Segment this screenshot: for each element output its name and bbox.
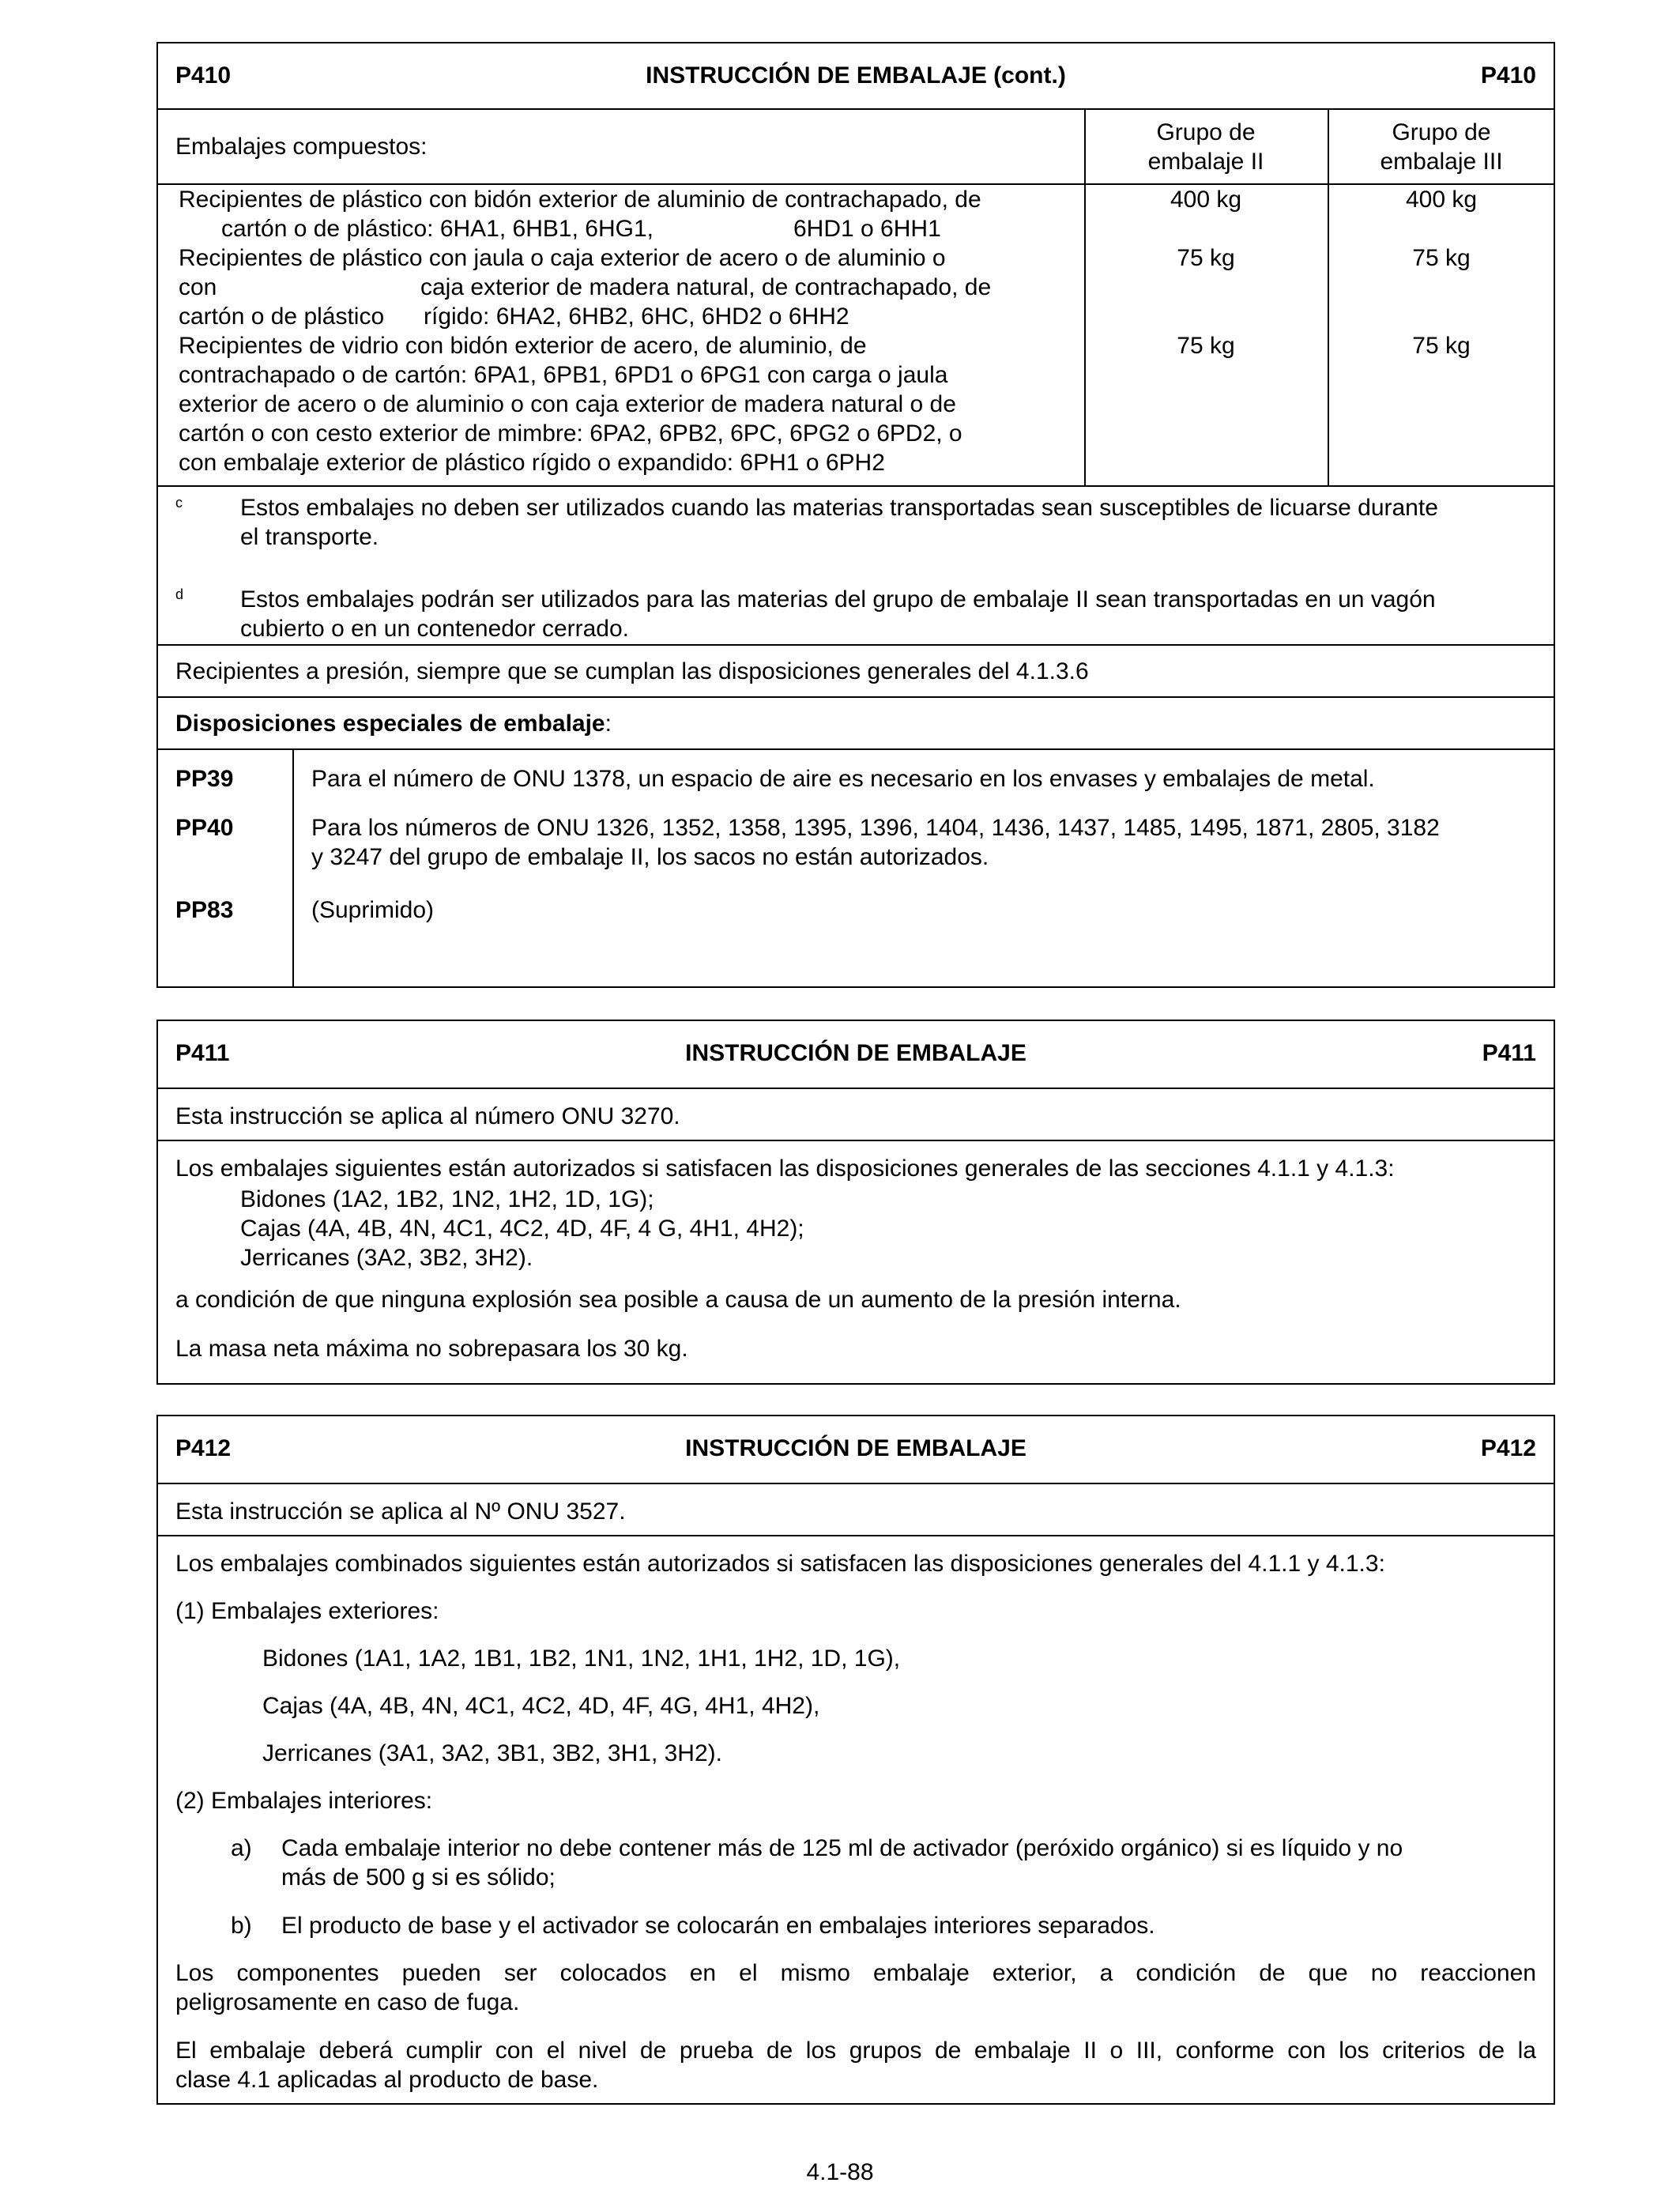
p411-item-jerricans: Jerricanes (3A2, 3B2, 3H2). [240,1245,533,1271]
p412-level-line1: El embalaje deberá cumplir con el nivel de prueba de los grupos de embalaje II o III, conforme con los criterios de la [175,2038,1536,2064]
row2-line1: Recipientes de plástico con jaula o caja exterior de acero o de aluminio o [179,245,946,271]
footnote-d-line1: Estos embalajes podrán ser utilizados para las materias del grupo de embalaje II sean transportadas en un vagón [240,586,1436,613]
p411-code-right: P411 [1482,1040,1536,1066]
composite-table-header [158,108,1554,183]
p411-item-boxes: Cajas (4A, 4B, 4N, 4C1, 4C2, 4D, 4F, 4 G, 4H1, 4H2); [240,1216,804,1242]
row2-group-ii: 75 kg [1177,245,1235,271]
row2-line4: cartón o de plástico [179,303,385,330]
p410-header [158,43,1554,108]
p412-outer-drums: Bidones (1A1, 1A2, 1B1, 1B2, 1N1, 1N2, 1H1, 1H2, 1D, 1G), [262,1646,901,1672]
special-provisions-table [158,748,1554,986]
p412-outer-jerricans: Jerricanes (3A1, 3A2, 3B1, 3B2, 3H1, 3H2). [262,1740,722,1766]
footnote-c-line1: Estos embalajes no deben ser utilizados cuando las materias transportadas sean susceptibles de licuarse durante [240,495,1438,521]
p411-applies: Esta instrucción se aplica al número ONU 3270. [175,1103,680,1129]
p412-inner-a-line1: Cada embalaje interior no debe contener más de 125 ml de activador (peróxido orgánico) si es líquido y no [281,1835,1403,1861]
p411-condition: a condición de que ninguna explosión sea posible a causa de un aumento de la presión interna. [175,1287,1181,1313]
row3-line3: exterior de acero o de aluminio o con caja exterior de madera natural o de [179,391,956,417]
p410-code-right: P410 [1480,62,1536,89]
p411-title: INSTRUCCIÓN DE EMBALAJE [685,1040,1026,1066]
pp83-text: (Suprimido) [311,897,435,923]
row2-line2: con [179,274,217,300]
p412-components-line2: peligrosamente en caso de fuga. [175,1989,520,2015]
p410-title: INSTRUCCIÓN DE EMBALAJE (cont.) [646,62,1066,89]
p412-code-right: P412 [1480,1435,1536,1461]
p412-body [158,1535,1554,2103]
pressure-receptacles-text: Recipientes a presión, siempre que se cumplan las disposiciones generales del 4.1.3.6 [175,658,1089,684]
row3-group-ii: 75 kg [1177,333,1235,359]
row1-line3: 6HD1 o 6HH1 [793,216,941,242]
p412-inner-b-mark: b) [231,1913,252,1939]
p412-outer-title: (1) Embalajes exteriores: [175,1598,439,1624]
row2-line5: rígido: 6HA2, 6HB2, 6HC, 6HD2 o 6HH2 [424,303,849,330]
pp39-text: Para el número de ONU 1378, un espacio de aire es necesario en los envases y embalajes de metal. [311,766,1375,792]
p412-inner-b-line1: El producto de base y el activador se colocarán en embalajes interiores separados. [281,1913,1155,1939]
row3-group-iii: 75 kg [1412,333,1471,359]
group-ii-header: Grupo de embalaje II [1147,119,1264,175]
footnote-c-mark: c [175,495,183,511]
p412-title: INSTRUCCIÓN DE EMBALAJE [685,1435,1026,1461]
p412-outer-boxes: Cajas (4A, 4B, 4N, 4C1, 4C2, 4D, 4F, 4G, 4H1, 4H2), [262,1693,820,1719]
pp40-code: PP40 [175,815,234,841]
row2-line3: caja exterior de madera natural, de contrachapado, de [420,274,992,300]
row2-group-iii: 75 kg [1412,245,1471,271]
p412-box [156,1415,1555,2105]
p412-inner-title: (2) Embalajes interiores: [175,1788,433,1814]
pp83-code: PP83 [175,897,234,923]
footnote-d-line2: cubierto o en un contenedor cerrado. [240,616,629,642]
p410-footnotes [158,485,1554,644]
p412-header [158,1416,1554,1483]
composite-label: Embalajes compuestos: [175,134,428,160]
row1-line2: cartón o de plástico: 6HA1, 6HB1, 6HG1, [221,216,654,242]
p411-body [158,1140,1554,1383]
row1-group-ii: 400 kg [1170,187,1242,213]
p411-item-drums: Bidones (1A2, 1B2, 1N2, 1H2, 1D, 1G); [240,1186,654,1212]
row1-group-iii: 400 kg [1405,187,1478,213]
pp39-code: PP39 [175,766,234,792]
special-provisions-title-row [158,696,1554,748]
row1-line1: Recipientes de plástico con bidón exterior de aluminio de contrachapado, de [179,187,981,213]
row3-line2: contrachapado o de cartón: 6PA1, 6PB1, 6PD1 o 6PG1 con carga o jaula [179,362,948,388]
p412-level-line2: clase 4.1 aplicadas al producto de base. [175,2067,599,2093]
composite-table-body [158,183,1554,485]
pp40-text-line2: y 3247 del grupo de embalaje II, los sacos no están autorizados. [311,844,989,870]
row3-line4: cartón o con cesto exterior de mimbre: 6PA2, 6PB2, 6PC, 6PG2 o 6PD2, o [179,420,962,447]
group-iii-header: Grupo de embalaje III [1380,119,1503,175]
row3-line1: Recipientes de vidrio con bidón exterior de acero, de aluminio, de [179,333,867,359]
p412-code-left: P412 [175,1435,232,1461]
p410-box [156,42,1555,988]
p411-header [158,1021,1554,1088]
p412-intro: Los embalajes combinados siguientes están autorizados si satisfacen las disposiciones generales del 4.1.1 y 4.1.3: [175,1551,1385,1577]
special-provisions-title: Disposiciones especiales de embalaje: [175,711,612,737]
page-number: 4.1-88 [806,2159,874,2185]
p411-mass: La masa neta máxima no sobrepasara los 30 kg. [175,1336,688,1362]
p412-inner-a-line2: más de 500 g si es sólido; [281,1864,556,1891]
p412-inner-a-mark: a) [231,1835,252,1861]
p411-box [156,1020,1555,1385]
p412-applies-row [158,1483,1554,1535]
footnote-c-line2: el transporte. [240,524,379,550]
p411-code-left: P411 [175,1040,230,1066]
p410-code-left: P410 [175,62,232,89]
pp40-text-line1: Para los números de ONU 1326, 1352, 1358, 1395, 1396, 1404, 1436, 1437, 1485, 1495, 1871, 2805, 3182 [311,815,1440,841]
p412-components-line1: Los componentes pueden ser colocados en el mismo embalaje exterior, a condición de que no reaccionen [175,1960,1536,1986]
p411-applies-row [158,1088,1554,1140]
p412-applies: Esta instrucción se aplica al Nº ONU 3527. [175,1498,626,1525]
pressure-receptacles-row [158,644,1554,696]
row3-line5: con embalaje exterior de plástico rígido o expandido: 6PH1 o 6PH2 [179,450,885,476]
p411-intro: Los embalajes siguientes están autorizados si satisfacen las disposiciones generales de las secciones 4.1.1 y 4.1.3: [175,1155,1395,1182]
footnote-d-mark: d [175,586,184,602]
